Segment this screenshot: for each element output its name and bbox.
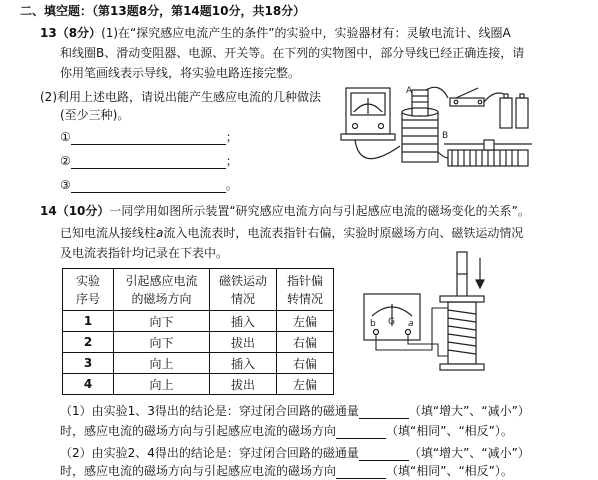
section-score-note: （第13题8分，第14题10分，共18分） bbox=[92, 4, 306, 18]
galvanometer-g-label: G bbox=[388, 317, 395, 327]
table-row: 3 向上 插入 右偏 bbox=[63, 353, 334, 374]
coil-a-label: A bbox=[406, 86, 413, 96]
terminal-b-label: b bbox=[370, 319, 376, 329]
table-row: 1 向下 插入 左偏 bbox=[63, 311, 334, 332]
q14-line2: 已知电流从接线柱a流入电流表时，电流表指针右偏，实验时原磁场方向、磁铁运动情况 bbox=[60, 226, 524, 240]
table-row: 4 向上 拔出 左偏 bbox=[63, 374, 334, 395]
q14-sub2-line1: （2）由实验2、4得出的结论是：穿过闭合回路的磁通量 （填“增大”、“减小”） bbox=[60, 446, 530, 460]
answer-blank-2: ② ； bbox=[60, 154, 238, 168]
header-cell: 磁铁运动 情况 bbox=[210, 269, 277, 311]
q14-sub1-line2: 时，感应电流的磁场方向与引起感应电流的磁场方向 （填“相同”、“相反”）。 bbox=[60, 424, 513, 438]
galvanometer-icon bbox=[341, 88, 400, 159]
header-cell: 实验 序号 bbox=[63, 269, 114, 311]
header-cell: 引起感应电流 的磁场方向 bbox=[114, 269, 210, 311]
q14-line1: 14（10分）一同学用如图所示装置“研究感应电流方向与引起感应电流的磁场变化的关系”。 bbox=[40, 204, 530, 218]
q13-score: （8分） bbox=[56, 26, 102, 40]
blank-line[interactable] bbox=[71, 131, 226, 145]
apparatus-figure bbox=[340, 84, 550, 190]
section-heading bbox=[20, 2, 305, 20]
record-table bbox=[62, 268, 334, 395]
header-cell: 指针偏 转情况 bbox=[277, 269, 334, 311]
q13-number: 13 bbox=[40, 26, 57, 40]
coil-b-label: B bbox=[442, 131, 449, 141]
solenoid-coil-icon bbox=[440, 296, 484, 370]
blank-line[interactable] bbox=[71, 155, 226, 169]
magnet-coil-figure bbox=[362, 250, 512, 400]
q14-line3: 及电流表指针均记录在下表中。 bbox=[60, 246, 229, 260]
table-row: 2 向下 拔出 右偏 bbox=[63, 332, 334, 353]
blank-line[interactable] bbox=[336, 465, 386, 479]
q14-score: （10分） bbox=[56, 204, 110, 218]
q14-sub1-line1: （1）由实验1、3得出的结论是：穿过闭合回路的磁通量 （填“增大”、“减小”） bbox=[60, 404, 530, 418]
blank-line[interactable] bbox=[336, 425, 386, 439]
answer-blank-3: ③ 。 bbox=[60, 178, 238, 192]
table-header-row bbox=[63, 269, 334, 311]
blank-line[interactable] bbox=[359, 447, 409, 461]
q13-line1: 13（8分）(1)在“探究感应电流产生的条件”的实验中，实验器材有：灵敏电流计、线圈A bbox=[40, 26, 511, 40]
q13-sub2-line2: (至少三种)。 bbox=[60, 108, 130, 122]
switch-icon bbox=[450, 88, 484, 106]
section-title: 二、填空题： bbox=[20, 4, 93, 18]
battery-icon bbox=[484, 93, 528, 128]
q13-sub2-line1: (2)利用上述电路，请说出能产生感应电流的几种做法 bbox=[40, 90, 322, 104]
terminal-a-label: a bbox=[408, 319, 414, 329]
q14-number: 14 bbox=[40, 204, 57, 218]
q13-line3: 你用笔画线表示导线，将实验电路连接完整。 bbox=[60, 66, 301, 80]
answer-blank-1: ① ； bbox=[60, 130, 238, 144]
q13-line2: 和线圈B、滑动变阻器、电源、开关等。在下列的实物图中，部分导线已经正确连接，请 bbox=[60, 46, 525, 60]
down-arrow-icon bbox=[476, 258, 484, 288]
q14-sub2-line2: 时，感应电流的磁场方向与引起感应电流的磁场方向 （填“相同”、“相反”）。 bbox=[60, 464, 513, 478]
bar-magnet-icon bbox=[457, 252, 467, 300]
rheostat-icon bbox=[438, 140, 532, 166]
blank-line[interactable] bbox=[71, 179, 226, 193]
blank-line[interactable] bbox=[359, 405, 409, 419]
